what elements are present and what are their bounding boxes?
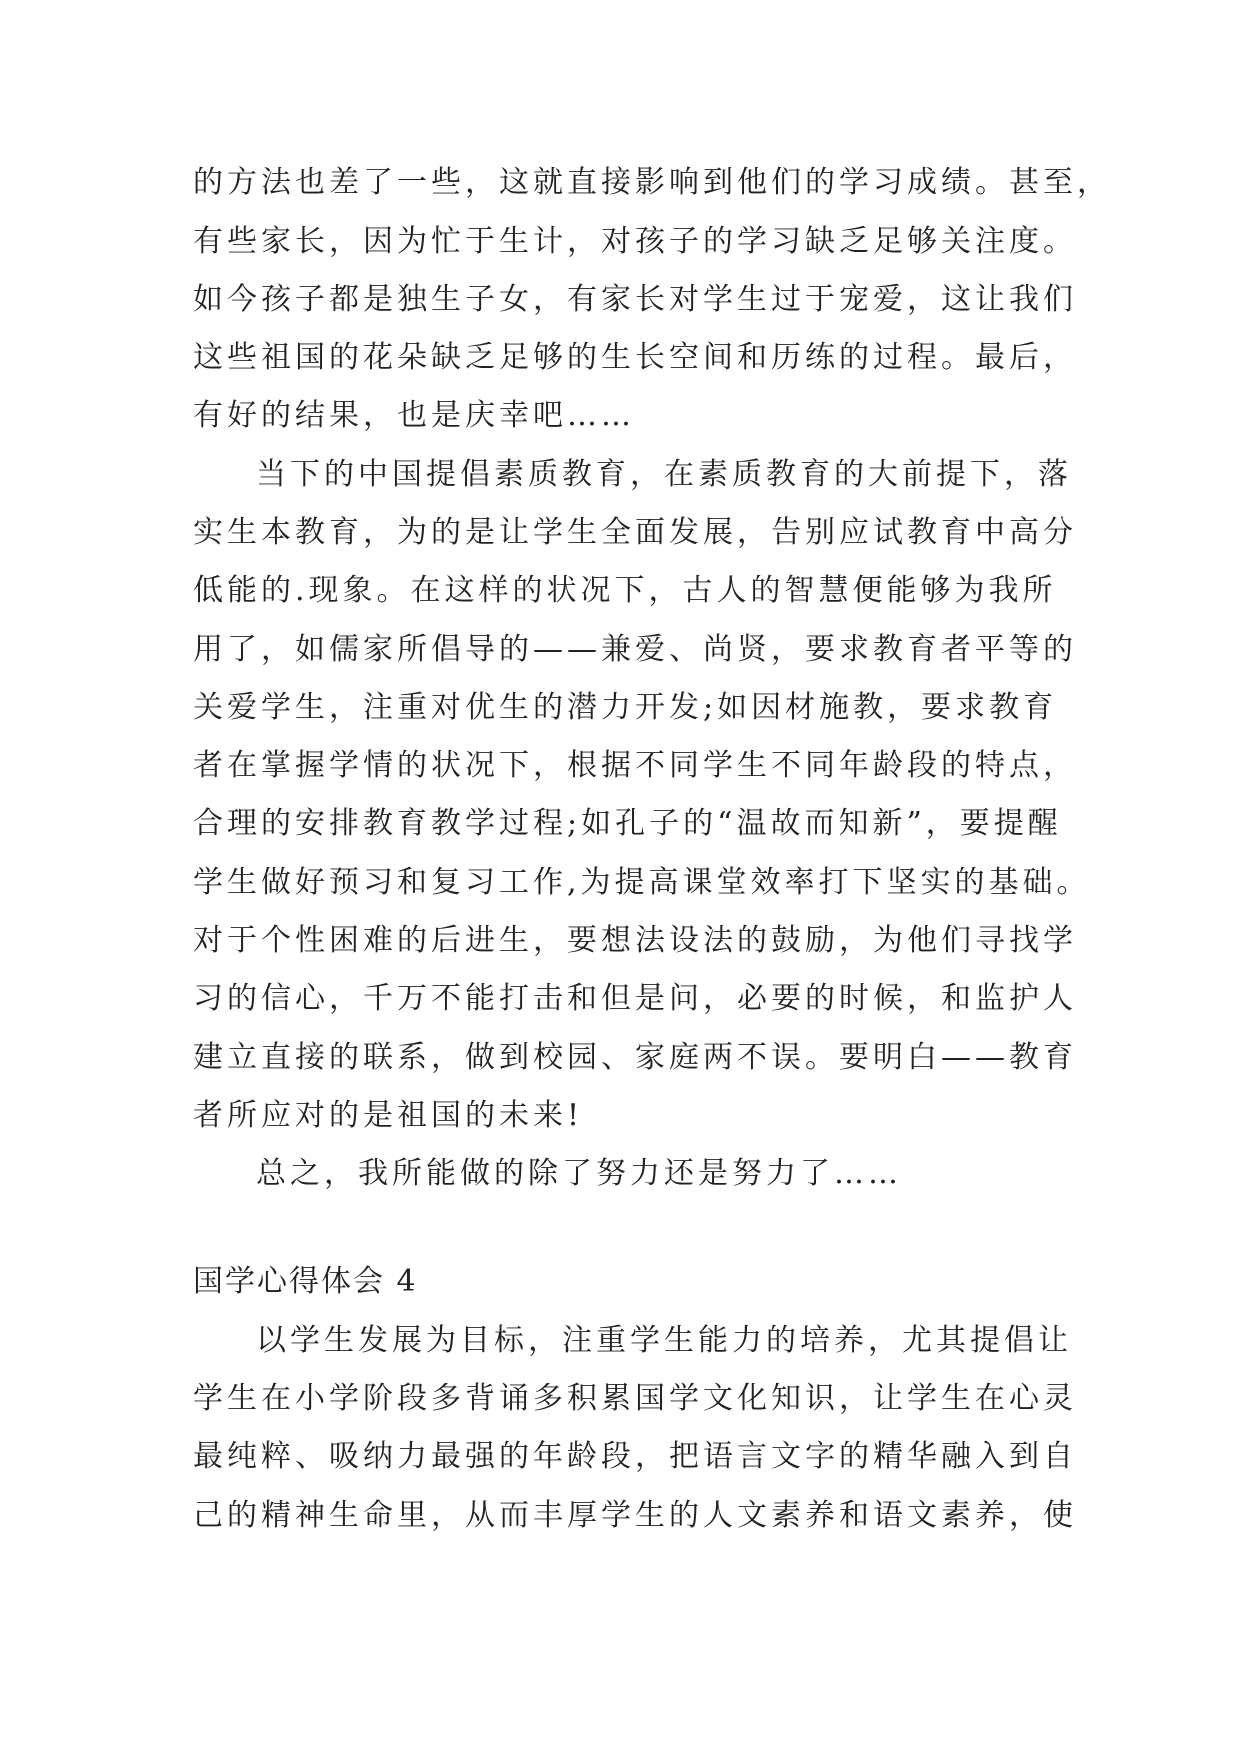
paragraph-line: 实生本教育，为的是让学生全面发展，告别应试教育中高分	[193, 515, 1077, 550]
paragraph-line: 这些祖国的花朵缺乏足够的生长空间和历练的过程。最后，	[193, 340, 1077, 375]
paragraph-line: 己的精神生命里，从而丰厚学生的人文素养和语文素养，使	[193, 1498, 1077, 1533]
paragraph-line: 最纯粹、吸纳力最强的年龄段，把语言文字的精华融入到自	[193, 1439, 1077, 1474]
paragraph-line: 用了，如儒家所倡导的——兼爱、尚贤，要求教育者平等的	[193, 632, 1077, 667]
paragraph-line: 合理的安排教育教学过程;如孔子的“温故而知新”，要提醒	[193, 806, 1062, 841]
paragraph-line: 者在掌握学情的状况下，根据不同学生不同年龄段的特点，	[193, 748, 1077, 783]
paragraph-line: 当下的中国提倡素质教育，在素质教育的大前提下，落	[256, 457, 1072, 492]
paragraph-line: 关爱学生，注重对优生的潜力开发;如因材施教，要求教育	[193, 690, 1058, 725]
paragraph-line: 者所应对的是祖国的未来!	[193, 1098, 584, 1133]
paragraph-line: 以学生发展为目标，注重学生能力的培养，尤其提倡让	[256, 1323, 1072, 1358]
paragraph-line: 如今孩子都是独生子女，有家长对学生过于宠爱，这让我们	[193, 282, 1077, 317]
paragraph-line: 有好的结果，也是庆幸吧……	[193, 398, 635, 433]
paragraph-line: 的方法也差了一些，这就直接影响到他们的学习成绩。甚至，	[193, 165, 1111, 200]
paragraph-line: 对于个性困难的后进生，要想法设法的鼓励，为他们寻找学	[193, 923, 1077, 958]
paragraph-line: 总之，我所能做的除了努力还是努力了……	[256, 1156, 902, 1191]
paragraph-line: 建立直接的联系，做到校园、家庭两不误。要明白——教育	[193, 1040, 1077, 1075]
paragraph-line: 习的信心，千万不能打击和但是问，必要的时候，和监护人	[193, 981, 1077, 1016]
section-title: 国学心得体会 4	[193, 1264, 418, 1299]
paragraph-line: 低能的.现象。在这样的状况下，古人的智慧便能够为我所	[193, 573, 1057, 608]
paragraph-line: 学生做好预习和复习工作,为提高课堂效率打下坚实的基础。	[193, 865, 1091, 900]
paragraph-line: 有些家长，因为忙于生计，对孩子的学习缺乏足够关注度。	[193, 224, 1077, 259]
paragraph-line: 学生在小学阶段多背诵多积累国学文化知识，让学生在心灵	[193, 1381, 1077, 1416]
